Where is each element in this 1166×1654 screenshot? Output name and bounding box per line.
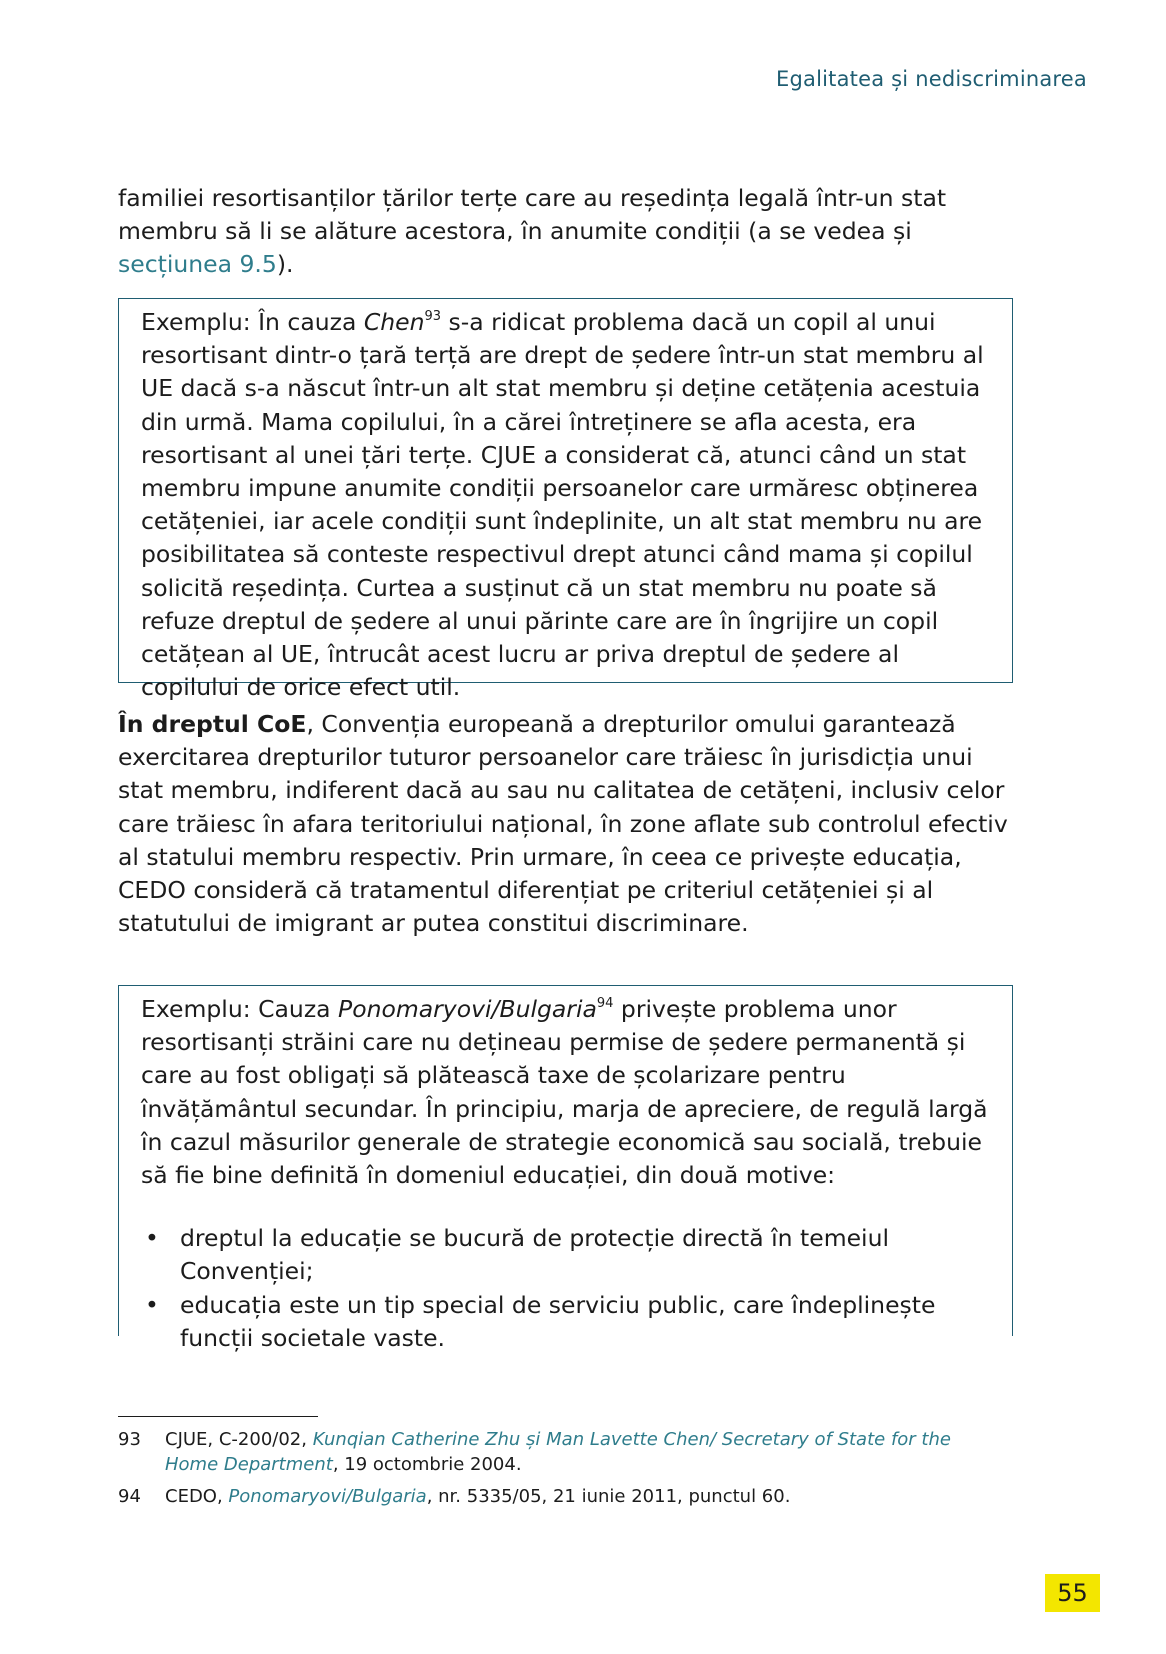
case-name: Chen — [363, 308, 425, 336]
case-name: Ponomaryovi/Bulgaria — [338, 995, 597, 1023]
footnote-ref[interactable]: 94 — [596, 996, 614, 1011]
bullet-item — [141, 1289, 990, 1355]
example-body: privește problema unor resortisanți străini care nu dețineau permise de ședere permanentă și care au fost obligați să plătească taxe de școlarizare pentru învățământul secundar. În principiu, marja de apreciere, de regulă largă în cazul măsurilor generale de strategie economică sau socială, trebuie să fie bine definită în domeniul educației, din două motive: — [141, 995, 988, 1190]
coe-lead: În dreptul CoE — [118, 710, 307, 738]
example-label: Exemplu: Cauza — [141, 995, 339, 1023]
intro-paragraph — [118, 182, 1013, 282]
page-number-badge: 55 — [1045, 1574, 1100, 1612]
bullet-item — [141, 1222, 990, 1288]
example-box-chen — [118, 298, 1013, 702]
bullet-icon: • — [145, 1290, 159, 1319]
footnote-text — [165, 1427, 998, 1477]
bullet-list — [141, 1222, 990, 1355]
example-paragraph — [141, 306, 990, 704]
footnote-93 — [118, 1427, 998, 1477]
footnote-divider — [118, 1416, 318, 1417]
intro-text-end: ). — [276, 250, 294, 279]
example-body: s-a ridicat problema dacă un copil al unui resortisant dintr-o țară terță are drept de ședere într-un stat membru al UE dacă s-a născut într-un alt stat membru și deține cetățenia acestuia din urmă. Mama copilului, în a cărei întreținere se afla acesta, era resortisant al unei țări terțe. CJUE a considerat că, atunci când un stat membru impune anumite condiții persoanelor care urmăresc obținerea cetățeniei, iar acele condiții sunt îndeplinite, un alt stat membru nu are posibilitatea să conteste respectivul drept atunci când mama și copilul solicită reședința. Curtea a susținut că un stat membru nu poate să refuze dreptul de ședere al unui părinte care are în îngrijire un copil cetățean al UE, întrucât acest lucru ar priva dreptul de ședere al copilului de orice efect util. — [141, 308, 984, 702]
running-header-title: Egalitatea și nediscriminarea — [776, 67, 1087, 91]
coe-text: , Convenția europeană a drepturilor omului garantează exercitarea drepturilor tuturor persoanelor care trăiesc în jurisdicția unui stat membru, indiferent dacă au sau nu calitatea de cetățeni, inclusiv celor care trăiesc în afara teritoriului național, în zone aflate sub controlul efectiv al statului membru respectiv. Prin urmare, în ceea ce privește educația, CEDO consideră că tratamentul diferențiat pe criteriul cetățeniei și al statutului de imigrant ar putea constitui discriminare. — [118, 710, 1008, 938]
footnote-link[interactable]: Ponomaryovi/Bulgaria — [228, 1486, 427, 1507]
footnote-prefix: CJUE, C-200/02, — [165, 1429, 313, 1450]
bullet-text: educația este un tip special de serviciu public, care îndeplinește funcții societale vaste. — [180, 1290, 936, 1352]
footnote-number: 93 — [118, 1429, 141, 1450]
footnote-suffix: , 19 octombrie 2004. — [332, 1454, 522, 1475]
footnote-text — [165, 1484, 998, 1509]
intro-text-start: familiei resortisanților țărilor terțe care au reședința legală într-un stat membru să li se alăture acestora, în anumite condiții (a se vedea și — [118, 184, 947, 246]
footnote-94 — [118, 1484, 998, 1509]
example-paragraph — [141, 993, 990, 1192]
section-link[interactable]: secțiunea 9.5 — [118, 250, 277, 279]
footnote-suffix: , nr. 5335/05, 21 iunie 2011, punctul 60. — [426, 1486, 791, 1507]
bullet-icon: • — [145, 1224, 159, 1253]
footnote-number: 94 — [118, 1486, 141, 1507]
bullet-text: dreptul la educație se bucură de protecție directă în temeiul Convenției; — [180, 1224, 890, 1286]
example-box-ponomaryovi — [118, 985, 1013, 1352]
footnote-prefix: CEDO, — [165, 1486, 229, 1507]
coe-paragraph — [118, 708, 1013, 940]
footnote-link[interactable]: Kunqian Catherine Zhu și Man Lavette Chen/ Secretary of State for the Home Department — [165, 1429, 951, 1475]
example-label: Exemplu: În cauza — [141, 308, 364, 336]
footnote-ref[interactable]: 93 — [424, 309, 442, 324]
